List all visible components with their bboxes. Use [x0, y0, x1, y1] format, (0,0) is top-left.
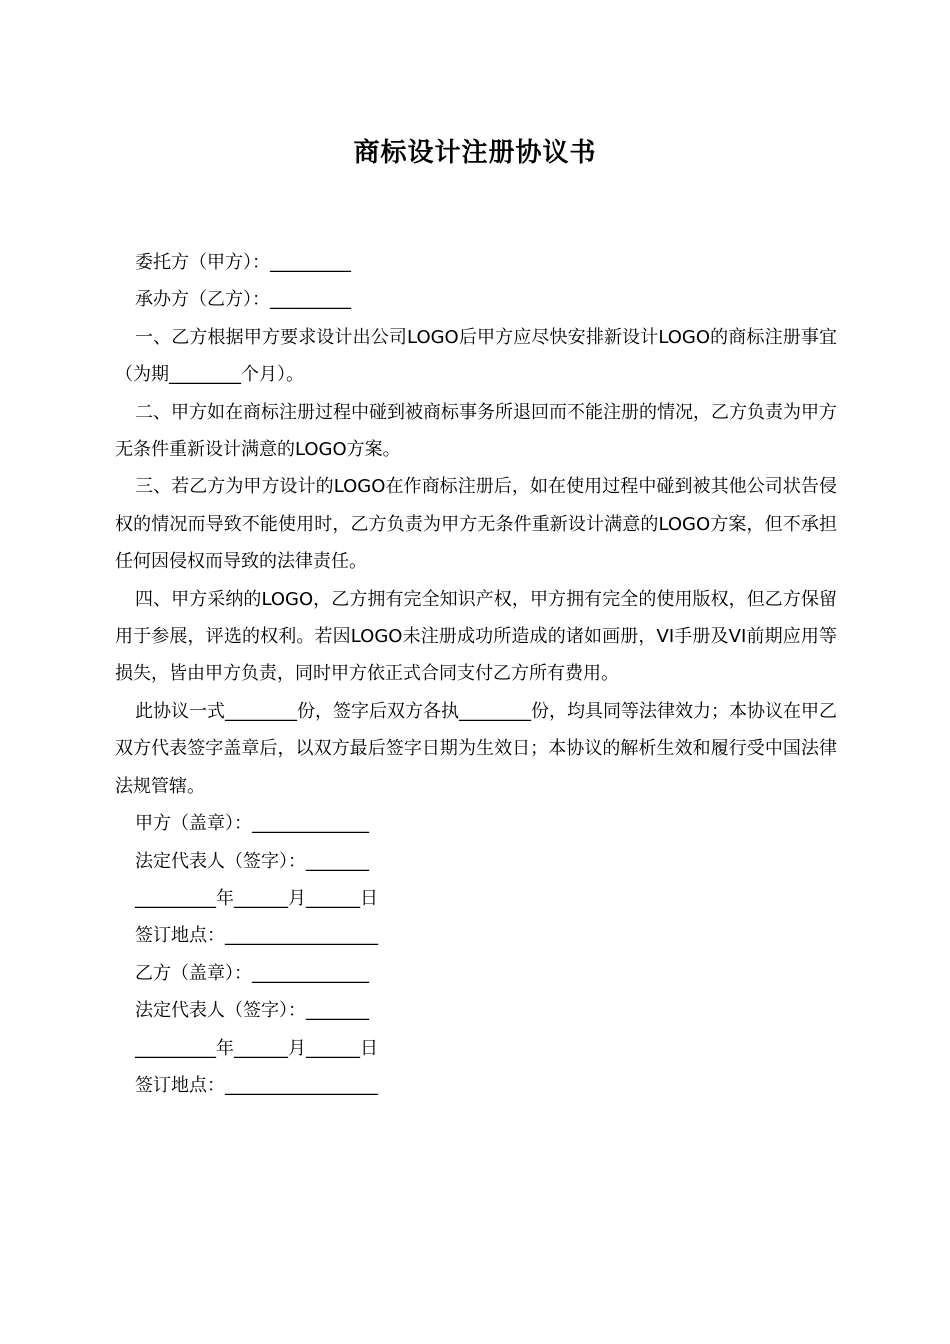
party-a-representative-line: 法定代表人（签字）：_______ — [135, 850, 369, 872]
party-b-date-line: _________年______月______日 — [135, 1037, 378, 1059]
party-b-seal-line: 乙方（盖章）：_____________ — [135, 962, 369, 984]
party-a-place-line: 签订地点：_________________ — [135, 925, 378, 947]
clause-copies: 此协议一式________份，签字后双方各执________份，均具同等法律效力；本协议在甲乙双方代表签字盖章后，以双方最后签字日期为生效日；本协议的解析生效和履行受中国法律法规管辖。 — [115, 700, 837, 797]
clause-2: 二、甲方如在商标注册过程中碰到被商标事务所退回而不能注册的情况，乙方负责为甲方无条件重新设计满意的LOGO方案。 — [115, 401, 837, 461]
party-a-seal-line: 甲方（盖章）：_____________ — [135, 813, 369, 835]
clause-4: 四、甲方采纳的LOGO，乙方拥有完全知识产权，甲方拥有完全的使用版权，但乙方保留用于参展，评选的权利。若因LOGO未注册成功所造成的诸如画册，VI手册及VI前期应用等损失，皆由甲方负责，同时甲方依正式合同支付乙方所有费用。 — [115, 588, 837, 685]
party-b-place-line: 签订地点：_________________ — [135, 1074, 378, 1096]
document-title: 商标设计注册协议书 — [353, 138, 597, 168]
party-a-client-line: 委托方（甲方）：_________ — [135, 252, 351, 273]
clause-3: 三、若乙方为甲方设计的LOGO在作商标注册后，如在使用过程中碰到被其他公司状告侵权的情况而导致不能使用时，乙方负责为甲方无条件重新设计满意的LOGO方案，但不承担任何因侵权而导致的法律责任。 — [115, 476, 837, 573]
party-a-date-line: _________年______月______日 — [135, 887, 378, 909]
document-body — [115, 244, 837, 1104]
clause-1: 一、乙方根据甲方要求设计出公司LOGO后甲方应尽快安排新设计LOGO的商标注册事宜（为期________个月）。 — [115, 326, 837, 386]
party-b-representative-line: 法定代表人（签字）：_______ — [135, 1000, 369, 1022]
party-b-contractor-line: 承办方（乙方）：_________ — [135, 289, 351, 311]
